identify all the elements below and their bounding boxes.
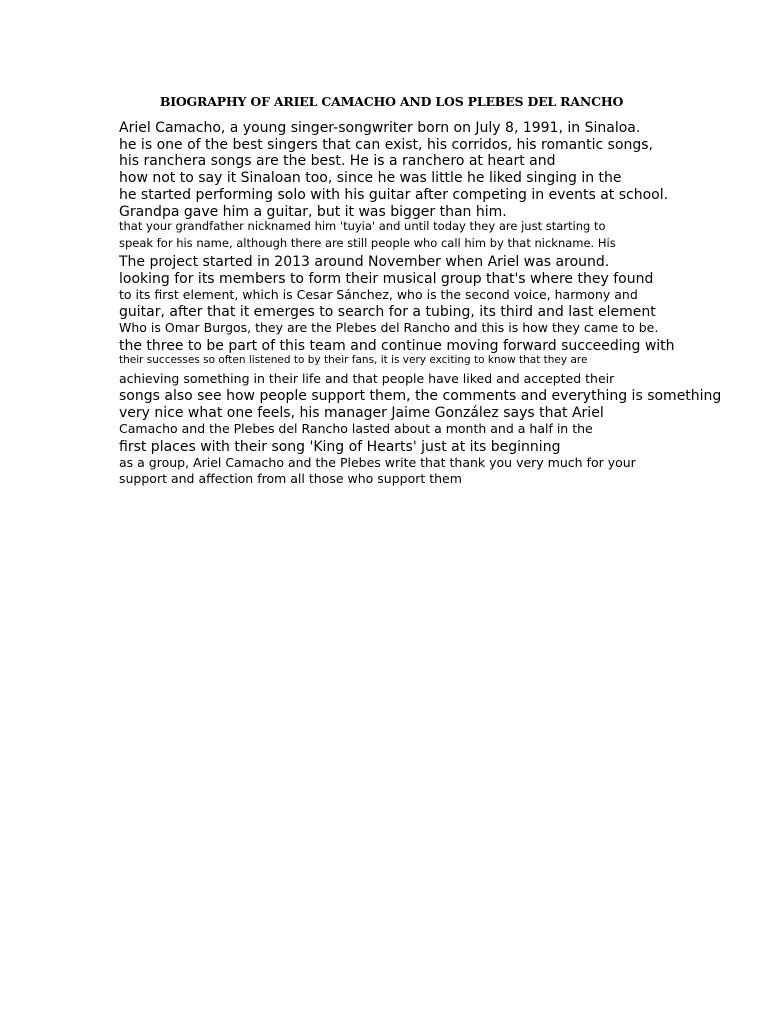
body-line: as a group, Ariel Camacho and the Plebes write that thank you very much for your [119, 455, 636, 470]
body-line: Who is Omar Burgos, they are the Plebes del Rancho and this is how they came to be. [119, 320, 659, 335]
body-line: very nice what one feels, his manager Jaime González says that Ariel [119, 405, 604, 421]
body-line: first places with their song 'King of Hearts' just at its beginning [119, 439, 561, 455]
body-line: achieving something in their life and that people have liked and accepted their [119, 371, 615, 386]
document-title: BIOGRAPHY OF ARIEL CAMACHO AND LOS PLEBES DEL RANCHO [159, 94, 624, 109]
body-line: Camacho and the Plebes del Rancho lasted about a month and a half in the [119, 421, 593, 436]
body-line: guitar, after that it emerges to search for a tubing, its third and last element [119, 304, 656, 320]
body-line: he started performing solo with his guitar after competing in events at school. [119, 187, 669, 203]
body-line: he is one of the best singers that can exist, his corridos, his romantic songs, [119, 137, 654, 153]
body-line: Ariel Camacho, a young singer-songwriter born on July 8, 1991, in Sinaloa. [119, 120, 641, 136]
body-line: support and affection from all those who support them [119, 471, 462, 486]
body-line: speak for his name, although there are still people who call him by that nickname. His [119, 236, 616, 250]
body-line: how not to say it Sinaloan too, since he was little he liked singing in the [119, 170, 622, 186]
body-line: their successes so often listened to by their fans, it is very exciting to know that they are [119, 354, 588, 366]
body-line: the three to be part of this team and continue moving forward succeeding with [119, 338, 675, 354]
body-line: his ranchera songs are the best. He is a ranchero at heart and [119, 153, 556, 169]
body-line: that your grandfather nicknamed him 'tuyia' and until today they are just starting to [119, 219, 606, 233]
body-line: Grandpa gave him a guitar, but it was bigger than him. [119, 204, 507, 220]
body-line: to its first element, which is Cesar Sánchez, who is the second voice, harmony and [119, 287, 638, 302]
body-line: looking for its members to form their musical group that's where they found [119, 271, 654, 287]
body-line: songs also see how people support them, the comments and everything is something [119, 388, 722, 404]
body-line: The project started in 2013 around November when Ariel was around. [119, 254, 610, 270]
